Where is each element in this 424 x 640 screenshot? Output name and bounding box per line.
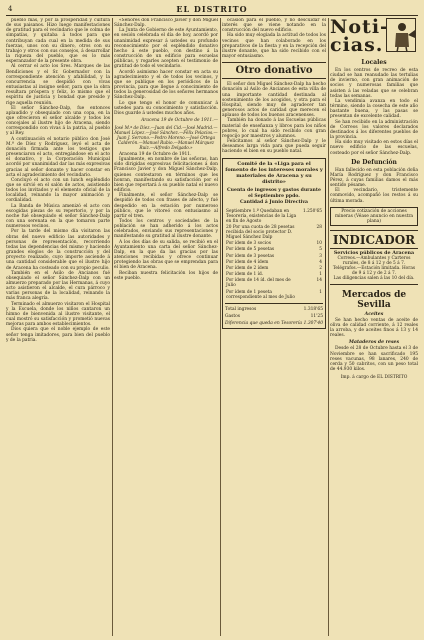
paragraph: Se han recibido en la administración de Correos los valores declarados destinados á los diferentes pueblos de la provincia. bbox=[330, 119, 418, 141]
column-1 bbox=[6, 18, 110, 636]
total-label: Total ingresos bbox=[225, 307, 257, 313]
column-4 bbox=[330, 18, 418, 636]
paragraph: pueblo más, y por la prosperidad y cultura de sus paisanos. Hizo luego manifestaciones de gratitud para el vecindario que le colma de simpatías, y quitaba á todos para que contribuyan cada cual en la medida de sus fuerzas, unos con su dinero, otros con su trabajo y otros con sus consejos, á desarrollar la riqueza del pueblo, que es lo más esperanzador de la presente obra. bbox=[6, 18, 110, 65]
columns bbox=[6, 18, 418, 636]
paragraph: «Señores don Francisco Javier y don Miguel Sánchez-Dalp. bbox=[114, 18, 218, 29]
accounts-row-value: 14 bbox=[316, 278, 322, 284]
gastos-label: Gastos bbox=[225, 314, 241, 320]
paragraph: Felicitamos al señor Sánchez-Dalp y le deseamos larga vida para que pueda seguir haciendo el bien en su pueblo natal. bbox=[222, 138, 326, 155]
accounts-row-value: 1.250'65 bbox=[303, 208, 322, 214]
section-heading-defuncion: De Defunción bbox=[351, 158, 397, 166]
mercados-subheading: Aceites bbox=[364, 311, 384, 317]
accounts-subtitle: Cuenta de ingresos y gastos durante el Septiembre ppdo. bbox=[227, 188, 321, 200]
mercados-subheading: Mataderos de reses bbox=[348, 340, 400, 346]
accounts-row-value: 5 bbox=[319, 247, 322, 253]
accounts-row-label: Por ídem de 14 íd. del mes de Julio bbox=[226, 278, 291, 289]
paragraph: El señor don Miguel Sánchez-Dalp ha hecho donación al Asilo de Ancianos de esta villa de una importante cantidad destinada al sostenimiento de los acogidos, y otra para el Hospital, siendo muy de agradecer tan generosos actos de caridad que merecen el aplauso de todos los buenos aracenenses. bbox=[222, 82, 326, 119]
paragraph: Han fallecido en esta población doña María Rodríguez y don Francisco Pérez, á cuyas familias damos el más sentido pésame. bbox=[330, 167, 418, 189]
paragraph: La Junta de Gobierno de este Ayuntamiento, en sesión celebrada el día de hoy, acordó por unanimidad expresar á ustedes su profundo reconocimiento por el espléndido donativo hecho á este pueblo, con destino á la construcción de un edificio para escuelas públicas, y rogarles acepten el testimonio de gratitud de todo el vecindario. bbox=[114, 28, 218, 70]
accounts-box bbox=[222, 158, 326, 329]
accounts-subtitle-2: Cantidad á Junio Directiva bbox=[239, 199, 309, 205]
paragraph: Reciban nuestra felicitación los hijos de este pueblo. bbox=[114, 270, 218, 281]
indicador-line: Las diligencias salen á las 10 del día. bbox=[333, 275, 415, 281]
letter-date: Aracena 19 de Octubre de 1911.— bbox=[141, 117, 218, 123]
accounts-row-label: Por ídem de 3 socios bbox=[226, 241, 271, 247]
accounts-row-value: 10 bbox=[316, 241, 322, 247]
accounts-row-value: 3 bbox=[319, 253, 322, 259]
paragraph: Terminado el almuerzo visitaron el Hospital y la Escuela, donde los niños cantaron un himno de bienvenida al ilustre visitante, el cual mostró su satisfacción y prometió nuevas mejoras para ambos establecimientos. bbox=[6, 301, 110, 328]
difference-row bbox=[225, 321, 323, 326]
accounts-row bbox=[225, 224, 323, 240]
accounts-row bbox=[225, 289, 323, 300]
accounts-row-label: Por ídem de 3 pesetas bbox=[226, 253, 275, 259]
paragraph: El vecindario, tristemente conmovido, acompañó los restos á su última morada. bbox=[330, 188, 418, 204]
paragraph: Ha sido muy elogiada la actitud de todos los vecinos que han colaborado en los preparativos de la fiesta y en la recepción del ilustre donante, que ha sido recibido con el mayor entusiasmo. bbox=[222, 33, 326, 60]
paragraph: ocasión para el pueblo, y no descuidar el interés que se viene notando en la construcción del nuevo edificio. bbox=[222, 18, 326, 34]
gastos-row bbox=[225, 314, 323, 319]
total-row bbox=[225, 307, 323, 312]
paragraph: También en el Asilo de Ancianos fué obsequiado el señor Sánchez-Dalp con un almuerzo preparado por las Hermanas, á cuyo acto asistieron el alcalde, el cura párroco y varias personas de la localidad, reinando la más franca alegría. bbox=[6, 270, 110, 302]
accounts-table bbox=[225, 208, 323, 300]
mining-notice: Precio cotización de acciones mineras (Véase anuncio en nuestra plana) bbox=[330, 207, 418, 226]
noticias-banner bbox=[330, 18, 418, 56]
town-crier-illustration bbox=[386, 18, 416, 52]
indicador-heading: INDICADOR bbox=[330, 230, 418, 249]
paragraph: Acordó asimismo hacer constar en acta su agradecimiento y el de todos los vecinos, y que se publique en los periódicos de la provincia, para que llegue á conocimiento de todos la generosidad de los señores hermanos Sánchez-Dalp. bbox=[114, 69, 218, 101]
signatories: José M.ª de Díez.—Juan del Cid.—José Madrid.—Manuel López.—José Sánchez.—Félix Pelacios.—Juan J. Serrano.—Pedro Moreno.—José Ortega Calderón.—Manuel Rubio.—Manuel Márquez Ruiz.—Alfredo Delgado.» bbox=[114, 124, 218, 150]
newspaper-title: EL DISTRITO bbox=[176, 4, 248, 14]
divider bbox=[225, 303, 323, 304]
paragraph: Aracena 19 de Octubre de 1911. bbox=[119, 151, 192, 157]
noticias-heading: Noti-cias. bbox=[330, 18, 389, 56]
town-crier-icon bbox=[387, 19, 417, 53]
newspaper-page bbox=[6, 4, 418, 636]
accounts-row bbox=[225, 278, 323, 289]
page-number: 4 bbox=[8, 5, 13, 13]
accounts-row bbox=[225, 208, 323, 224]
column-2 bbox=[114, 18, 218, 636]
accounts-row-value: 1 bbox=[319, 272, 322, 278]
paragraph: Se han hecho ventas de aceite de oliva de calidad corriente, á 12 reales la arroba, y de aceites finos á 13 y 14 reales. bbox=[330, 317, 418, 339]
paragraph: Dios quiera que el noble ejemplo de este señor tenga imitadores, para bien del pueblo y de la patria. bbox=[6, 327, 110, 343]
paragraph: Todos los centros y sociedades de la población se han adherido á los actos celebrados, enviando sus representaciones y manifestando su gratitud al ilustre donante. bbox=[114, 219, 218, 240]
accounts-row-label: Septiembre 1.º Quedaban en Tesorería, existencias de la Liga en fin de Agosto bbox=[226, 208, 297, 224]
accounts-row-value: 28 bbox=[316, 225, 322, 230]
accounts-row-label: 20 Por una cuota de 28 pesetas recibida del socio protector D. Miguel Sánchez Dalp bbox=[226, 225, 295, 240]
paragraph: La vendimia avanza en todo el término, siendo la cosecha de este año bastante buena, y las pasas se presentan de excelente calidad. bbox=[330, 98, 418, 120]
section-heading-locales: Locales bbox=[361, 59, 387, 66]
accounts-row-value: 4 bbox=[319, 259, 322, 265]
indicador-line: Telégrafos.—Estación limitada. Horas de 9 á 12 y de 2 á 7. bbox=[332, 265, 416, 276]
page-header bbox=[6, 4, 418, 16]
paragraph: Igualmente, en nombre de las señoras, han sido dirigidas expresivas felicitaciones á don Francisco Javier y don Miguel Sánchez-Dalp, quienes contestaron en términos que les honran, manifestando su satisfacción por el bien que reportará á su pueblo natal el nuevo edificio. bbox=[114, 157, 218, 194]
accounts-row-label: Por ídem de 1 peseta correspondiente al mes de Julio bbox=[226, 289, 295, 300]
indicador-subtitle: Servicios públicos de Aracena bbox=[333, 249, 415, 256]
paragraph: El señor Sánchez-Dalp, fue entonces aplaudido y obsequiado con una copa, en la que ofrecieron el señor alcalde y todos los concejales al ilustre hijo de Aracena, siendo correspondido con vivas á la patria, al pueblo y al Rey. bbox=[6, 105, 110, 137]
accounts-row-label: Por ídem de 4 ídem bbox=[226, 259, 269, 265]
paragraph: Lo que tengo el honor de comunicar á ustedes para su conocimiento y satisfacción. Dios guarde á ustedes muchos años. bbox=[114, 100, 218, 116]
paragraph: La Banda de Música amenizó el acto con escogidas piezas de su repertorio, y por la noche fué obsequiado el señor Sánchez-Dalp con una serenata en la que tomaron parte numerosos vecinos. bbox=[6, 203, 110, 230]
paragraph: Desde el 28 de Octubre hasta el 3 de Noviembre se han sacrificado 195 reses vacunas, 98 lanares, 240 de cerda y 50 cabritos, con un peso total de 44.930 kilos. bbox=[330, 346, 418, 372]
mercados-heading: Mercados de Sevilla bbox=[341, 289, 407, 310]
paragraph: A los dos días de su salida, se recibió en el Ayuntamiento una carta del señor Sánchez-Dalp, en la que da las gracias por las atenciones recibidas y ofrece continuar protegiendo las obras que se emprendan para el bien de Aracena. bbox=[114, 239, 218, 271]
difference-label: Diferencia que queda en Tesorería bbox=[225, 321, 302, 327]
section-heading-otro-donativo: Otro donativo bbox=[222, 62, 326, 79]
accounts-row-label: Por ídem de 2 ídem bbox=[226, 265, 269, 271]
accounts-row-value: 1 bbox=[319, 289, 322, 295]
difference-value: 1.307'40 bbox=[303, 321, 323, 327]
paragraph: Ha sido muy visitado en estos días el nuevo edificio de las escuelas, costeado por el señor Sánchez-Dalp. bbox=[330, 140, 418, 156]
indicador-line: Correos.—Ambulantes y Carteros rurales, de 8 á 12 y de 5 á 7. bbox=[337, 255, 411, 266]
accounts-row-label: Por ídem de 5 pesetas bbox=[226, 247, 275, 253]
paragraph: Finalmente, el señor Sánchez-Dalp se despidió de todos con frases de afecto, y fué despedido en la estación por numeroso público, que le vitoreó con entusiasmo al partir el tren. bbox=[114, 193, 218, 219]
paragraph: En los centros de recreo de esta ciudad se han reanudado las tertulias de invierno, con gran animación de socios y numerosas familias que asisten á las veladas que se celebran todas las semanas. bbox=[330, 68, 418, 99]
paragraph: Por la tarde del mismo día visitaron las obras del nuevo edificio las autoridades y personas de representación, recorriendo todas las dependencias del mismo y haciendo grandes elogios de la construcción y del proyecto realizado, cuyo importe asciende á una cantidad considerable que el ilustre hijo de Aracena ha costeado con su propio peculio. bbox=[6, 229, 110, 271]
paragraph: A continuación el notario público don José M.ª de Díez y Rodríguez, leyó el acta de donación firmada ante los testigos que presenciaron el acto, entregándose en el acto el donativo, y la Corporación Municipal acordó por unanimidad dar las más expresivas gracias al señor donante y hacer constar en acta el agradecimiento del vecindario. bbox=[6, 136, 110, 178]
paragraph: Concluyó el acto con un lunch espléndido que se sirvió en el salón de actos, asistiendo todos los invitados y el elemento oficial de la localidad, reinando la mayor animación y cordialidad. bbox=[6, 177, 110, 204]
gastos-value: 11'25 bbox=[310, 314, 323, 320]
printer-footer: Imp. á cargo de EL DISTRITO bbox=[340, 375, 408, 381]
accounts-row-value: 2 bbox=[319, 265, 322, 271]
column-3 bbox=[222, 18, 326, 636]
total-value: 1.318'65 bbox=[303, 307, 323, 313]
accounts-row-label: Por ídem de 1 íd. bbox=[226, 272, 264, 278]
paragraph: También ha donado á las Escuelas públicas material de enseñanza y libros para los niños pobres, lo cual ha sido recibido con gran regocijo por maestros y alumnos. bbox=[222, 118, 326, 139]
paragraph: Al cerrar el acto los Sres. Marques de las Bendiciones y el Sr. Gobernador con la correspondiente atención y afabilidad, y la concurrencia se despidió con vivas entusiastas al insigne señor, para que la obra resultara próspera y feliz, lo mismo que el espíritu de justicia y bondad que preside y rige aquella reunión. bbox=[6, 64, 110, 106]
divider bbox=[330, 284, 418, 285]
accounts-title: Comité de la «Liga para el fomento de los intereses morales y materiales de Aracena y su distrito» bbox=[225, 161, 323, 186]
